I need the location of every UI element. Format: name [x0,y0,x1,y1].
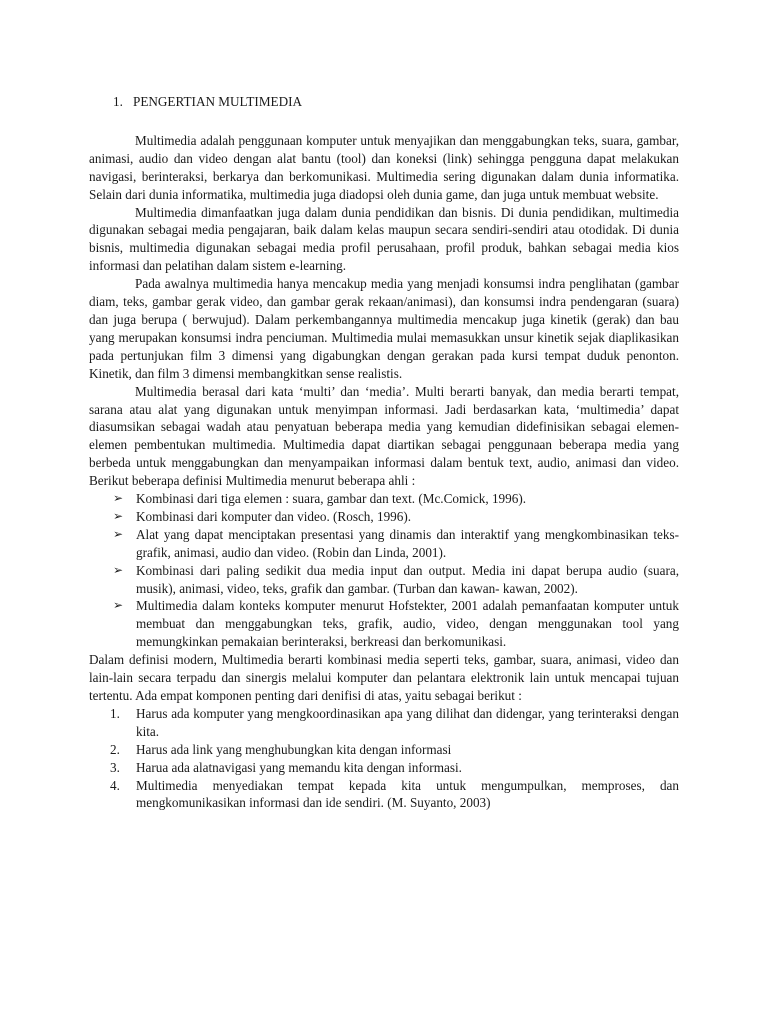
item-number: 1. [110,705,120,721]
list-item-text: Kombinasi dari paling sedikit dua media input dan output. Media ini dapat berupa audio (suara, musik), animasi, video, teks, grafik dan gambar. (Turban dan kawan- kawan, 2002). [136,562,679,596]
list-item-text: Alat yang dapat menciptakan presentasi yang dinamis dan interaktif yang mengkombinasikan teks-grafik, animasi, audio dan video. (Robin dan Linda, 2001). [136,526,679,560]
list-item-text: Kombinasi dari komputer dan video. (Rosch, 1996). [136,508,412,524]
section-number: 1. [113,94,123,109]
item-number: 3. [110,759,120,775]
item-number: 2. [110,741,120,757]
paragraph-definition: Multimedia adalah penggunaan komputer untuk menyajikan dan menggabungkan teks, suara, gambar, animasi, audio dan video dengan alat bantu (tool) dan koneksi (link) sehingga pengguna dapat melakukan navigasi, berinteraksi, berkarya dan berkomunikasi. Multimedia sering digunakan dalam dunia informatika. Selain dari dunia informatika, multimedia juga diadopsi oleh dunia game, dan juga untuk membuat website. [89,132,679,202]
item-text: Multimedia menyediakan tempat kepada kita untuk mengumpulkan, memproses, dan mengkomunikasikan informasi dan ide sendiri. (M. Suyanto, 2003) [136,777,679,811]
list-item [113,526,679,562]
arrow-bullet-icon: ➢ [113,526,124,541]
list-item-text: Multimedia dalam konteks komputer menurut Hofstekter, 2001 adalah pemanfaatan komputer untuk membuat dan menggabungkan teks, grafik, audio, video, dengan menggunakan tool yang memungkinkan pemakaian berinteraksi, berkreasi dan berkomunikasi. [136,598,679,650]
paragraph-modern-definition: Dalam definisi modern, Multimedia berarti kombinasi media seperti teks, gambar, suara, animasi, video dan lain-lain secara terpadu dan sinergis melalui komputer dan pelantara elektronik lain untuk mencapai tujuan tertentu. Ada empat komponen penting dari denifisi di atas, yaitu sebagai berikut : [89,652,679,703]
paragraph-history: Pada awalnya multimedia hanya mencakup media yang menjadi konsumsi indra penglihatan (gambar diam, teks, gambar gerak video, dan gambar gerak rekaan/animasi), dan konsumsi indra pendengaran (suara) dan juga berupa ( berwujud). Dalam perkembangannya multimedia mencakup juga kinetik (gerak) dan bau yang merupakan konsumsi indra penciuman. Multimedia mulai memasukkan unsur kinetik sejak diaplikasikan pada pertunjukan film 3 dimensi yang digabungkan dengan gerakan pada kursi tempat duduk penonton. Kinetik, dan film 3 dimensi membangkitkan sense realistis. [89,276,679,381]
item-text: Harua ada alatnavigasi yang memandu kita dengan informasi. [136,759,462,775]
arrow-bullet-icon: ➢ [113,508,124,523]
components-list [89,705,679,812]
numbered-item [110,759,679,777]
list-item [113,562,679,598]
section-title: PENGERTIAN MULTIMEDIA [133,94,303,109]
arrow-bullet-icon: ➢ [113,562,124,577]
expert-definitions-list [89,490,679,651]
list-item [113,490,679,508]
list-item-text: Kombinasi dari tiga elemen : suara, gambar dan text. (Mc.Comick, 1996). [136,491,527,507]
paragraph-usage: Multimedia dimanfaatkan juga dalam dunia pendidikan dan bisnis. Di dunia pendidikan, multimedia digunakan sebagai media pengajaran, baik dalam kelas maupun secara sendiri-sendiri atau otodidak. Di dunia bisnis, multimedia digunakan sebagai media profil perusahaan, profil produk, bahkan sebagai media kios informasi dan pelatihan dalam sistem e-learning. [89,204,679,274]
numbered-item [110,741,679,759]
item-number: 4. [110,777,120,793]
paragraph-etymology: Multimedia berasal dari kata ‘multi’ dan ‘media’. Multi berarti banyak, dan media berarti tempat, sarana atau alat yang digunakan untuk menyimpan informasi. Jadi berdasarkan kata, ‘multimedia’ dapat diasumsikan sebagai wadah atau penyatuan beberapa media yang kemudian didefinisikan sebagai elemen-elemen pembentukan multimedia. Multimedia dapat diartikan sebagai penggunaan beberapa media yang berbeda untuk menggabungkan dan menyampaikan informasi dalam bentuk text, audio, animasi dan video. Berikut beberapa definisi Multimedia menurut beberapa ahli : [89,383,679,489]
arrow-bullet-icon: ➢ [113,491,124,506]
list-item [113,597,679,651]
item-text: Harus ada link yang menghubungkan kita dengan informasi [136,741,452,757]
item-text: Harus ada komputer yang mengkoordinasikan apa yang dilihat dan didengar, yang terinteraksi dengan kita. [136,705,679,739]
list-item [113,508,679,526]
numbered-item [110,705,679,741]
section-heading [89,93,679,111]
document-page [89,93,679,812]
numbered-item [110,777,679,813]
arrow-bullet-icon: ➢ [113,598,124,613]
